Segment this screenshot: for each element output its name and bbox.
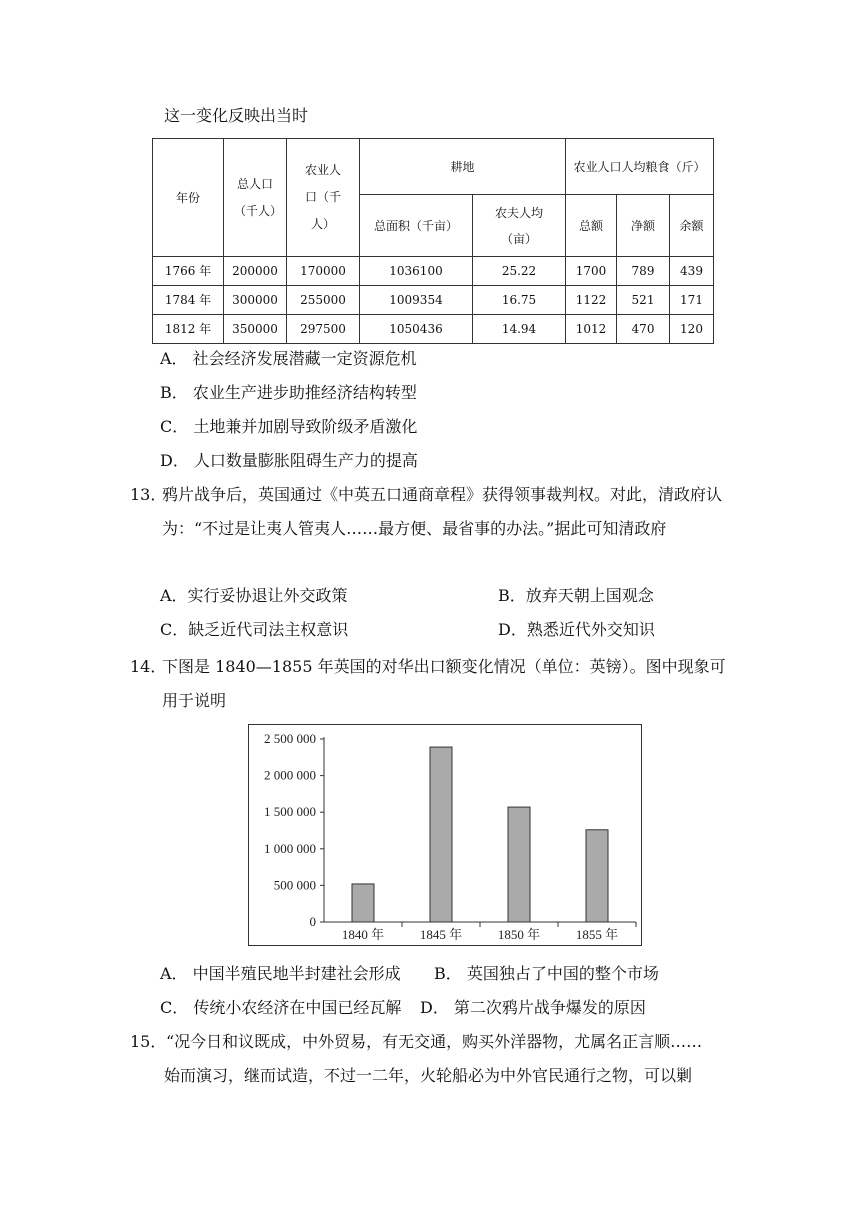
intro-text: 这一变化反映出当时: [164, 106, 309, 125]
q13-option-b[interactable]: B．放弃天朝上国观念: [498, 586, 654, 605]
table-row: [153, 286, 714, 315]
q14-option-c[interactable]: C． 传统小农经济在中国已经瓦解: [160, 998, 402, 1017]
bar: [508, 807, 530, 922]
cell-total: 350000: [224, 315, 287, 344]
cell-grain-net: 470: [617, 315, 670, 344]
header-year: 年份: [153, 139, 224, 257]
header-grain: 农业人口人均粮食（斤）: [566, 139, 714, 195]
q15-line-1: “况今日和议既成，中外贸易，有无交通，购买外洋器物，尤属名正言顺……: [166, 1032, 703, 1051]
cell-area: 1050436: [360, 315, 473, 344]
x-tick-label: 1845 年: [419, 927, 463, 942]
bar: [430, 747, 452, 922]
q13-stem: 鸦片战争后，英国通过《中英五口通商章程》获得领事裁判权。对此，清政府认为：“不过是让夷人管夷人……最方便、最省事的办法。”据此可知清政府: [162, 485, 723, 538]
x-tick-label: 1850 年: [497, 927, 541, 942]
export-bar-chart: [248, 724, 642, 946]
header-land-total: 总面积（千亩）: [360, 195, 473, 257]
cell-grain-total: 1012: [566, 315, 617, 344]
q13-option-c[interactable]: C．缺乏近代司法主权意识: [160, 620, 349, 639]
cell-year: 1766 年: [153, 257, 224, 286]
y-tick-label: 0: [309, 914, 316, 929]
header-grain-net: 净额: [617, 195, 670, 257]
q14-stem: 下图是 1840—1855 年英国的对华出口额变化情况（单位：英镑）。图中现象可用于说明: [162, 657, 726, 710]
q14-option-b[interactable]: B． 英国独占了中国的整个市场: [434, 964, 659, 983]
header-grain-total: 总额: [566, 195, 617, 257]
q13-option-d[interactable]: D．熟悉近代外交知识: [498, 620, 655, 639]
cell-year: 1812 年: [153, 315, 224, 344]
header-grain-surplus: 余额: [670, 195, 714, 257]
x-tick-label: 1840 年: [341, 927, 385, 942]
header-land: 耕地: [360, 139, 566, 195]
cell-per: 14.94: [473, 315, 566, 344]
q12-option-c[interactable]: C． 土地兼并加剧导致阶级矛盾激化: [160, 417, 418, 436]
q13-number: 13．: [130, 485, 167, 504]
table-row: [153, 315, 714, 344]
q12-option-a[interactable]: A． 社会经济发展潜藏一定资源危机: [160, 349, 417, 368]
y-tick-label: 1 000 000: [264, 840, 316, 856]
cell-grain-surplus: 439: [670, 257, 714, 286]
q12-option-d[interactable]: D． 人口数量膨胀阻碍生产力的提高: [160, 451, 418, 470]
cell-agri: 255000: [287, 286, 360, 315]
chart-svg: [248, 724, 642, 946]
cell-area: 1009354: [360, 286, 473, 315]
cell-total: 200000: [224, 257, 287, 286]
cell-grain-net: 521: [617, 286, 670, 315]
cell-year: 1784 年: [153, 286, 224, 315]
cell-area: 1036100: [360, 257, 473, 286]
header-land-per: 农夫人均（亩）: [473, 195, 566, 257]
q13-option-a[interactable]: A．实行妥协退让外交政策: [160, 586, 348, 605]
population-table: [152, 138, 714, 344]
table-row: [153, 257, 714, 286]
q15-number: 15．: [130, 1032, 167, 1051]
cell-per: 16.75: [473, 286, 566, 315]
q12-option-b[interactable]: B． 农业生产进步助推经济结构转型: [160, 383, 417, 402]
header-agri-pop: 农业人口（千人）: [287, 139, 360, 257]
y-tick-label: 2 000 000: [264, 767, 316, 783]
y-tick-label: 1 500 000: [264, 804, 316, 820]
cell-per: 25.22: [473, 257, 566, 286]
cell-grain-total: 1700: [566, 257, 617, 286]
bar: [352, 884, 374, 922]
q15-line-2: 始而演习，继而试造，不过一二年，火轮船必为中外官民通行之物，可以剿: [164, 1066, 693, 1085]
q14-option-d[interactable]: D． 第二次鸦片战争爆发的原因: [420, 998, 646, 1017]
bar: [586, 830, 608, 922]
cell-agri: 170000: [287, 257, 360, 286]
x-tick-label: 1855 年: [575, 927, 619, 942]
y-tick-label: 500 000: [273, 877, 316, 893]
q14-option-a[interactable]: A． 中国半殖民地半封建社会形成: [160, 964, 401, 983]
cell-grain-net: 789: [617, 257, 670, 286]
cell-agri: 297500: [287, 315, 360, 344]
y-tick-label: 2 500 000: [264, 731, 316, 746]
cell-grain-total: 1122: [566, 286, 617, 315]
cell-total: 300000: [224, 286, 287, 315]
q14-number: 14．: [130, 657, 167, 676]
cell-grain-surplus: 120: [670, 315, 714, 344]
cell-grain-surplus: 171: [670, 286, 714, 315]
header-total-pop: 总人口（千人）: [224, 139, 287, 257]
